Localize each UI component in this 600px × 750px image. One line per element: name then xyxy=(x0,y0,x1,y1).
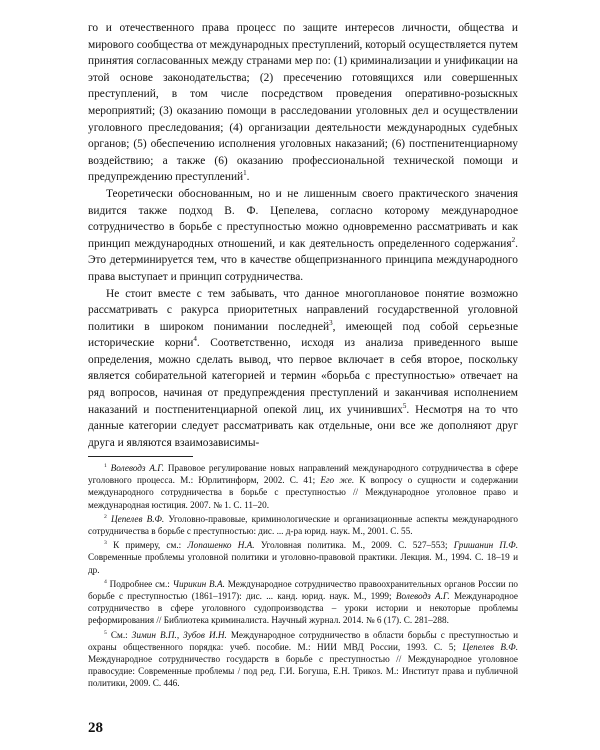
footnote-3 xyxy=(88,539,518,576)
footnote-5-text: Международное сотрудничество в области борьбы с преступностью и охраны общественного порядка: учеб. пособие. М.: НИИ МВД России, 1993. С. 5; xyxy=(88,629,518,652)
footnote-4-author: Чирикин В.А. xyxy=(172,578,225,589)
footnote-4-lead: Подробнее см.: xyxy=(106,578,173,589)
footnote-2-author: Цепелев В.Ф. xyxy=(110,513,165,524)
main-text xyxy=(88,20,518,451)
footnote-1-author-2: Его же. xyxy=(320,475,355,486)
footnote-ref-5: 5 xyxy=(402,401,407,410)
footnote-2 xyxy=(88,513,518,537)
footnote-5-number: 5 xyxy=(104,629,107,636)
footnote-ref-1: 1 xyxy=(243,169,247,178)
paragraph-1-text: го и отечественного права процесс по защите интересов личности, общества и мирового сообщества от международных преступлений, который осуществляется путем принятия согласованных между странами мер по: (1) криминализации и унификации на этой основе законодательства; (2) пресечению готовящихся или совершенных преступлений, в том числе посредством проведения оперативно-розыскных мероприятий; (3) оказанию помощи в расследовании уголовных дел и осуществлении уголовного преследования; (4) организации деятельности международных судебных органов; (5) обеспечению исполнения уголовных наказаний; (6) постпенитенциарному воздействию; а также (6) оказанию профессиональной технической помощи и предупреждению преступлений xyxy=(88,22,518,184)
footnote-5 xyxy=(88,629,518,690)
footnote-2-number: 2 xyxy=(104,513,107,520)
footnote-1-text-2: К вопросу о сущности и содержании международного сотрудничества в борьбе с преступностью // Международное уголовное право и международная юстиция. 2007. № 1. С. 11–20. xyxy=(88,475,518,510)
paragraph-1 xyxy=(88,20,518,186)
footnote-1 xyxy=(88,462,518,511)
footnote-4-number: 4 xyxy=(104,578,107,585)
footnote-3-lead: К примеру, см.: xyxy=(106,540,188,551)
footnote-4-text: Международное сотрудничество правоохранительных органов России по борьбе с преступностью (1861–1917): дис. ... канд. юрид. наук. М., 1999; xyxy=(88,578,518,602)
footnote-4 xyxy=(88,578,518,627)
paragraph-3-text-3: . Соответственно, исходя из анализа приведенного выше определения, можно сделать вывод, что первое включает в себя второе, поскольку является собирательной категорией и термин «борьба с преступностью» отвечает на ряд вопросов, начиная от предупреждения преступлений и заканчивая исполнением наказаний и постпенитенциарной опекой лиц, их учинивших xyxy=(88,337,518,416)
footnote-5-text-2: Международное сотрудничество государств в борьбе с преступностью // Международное уголовное правосудие: Современные проблемы / под ред. Г.И. Богуша, Е.Н. Трикоз. М.: Институт права и публичной политики, 2009. С. 446. xyxy=(88,654,518,689)
footnote-ref-3: 3 xyxy=(329,318,333,327)
footnote-3-text: Уголовная политика. М., 2009. С. 527–553; xyxy=(254,540,454,551)
footnote-4-author-2: Волеводз А.Г. xyxy=(395,591,450,602)
paragraph-3-text-4: . Несмотря на то что данные категории следует рассматривать как отдельные, они все же дополняют друг друга и являются взаимозависимы- xyxy=(88,403,518,449)
footnote-3-author-2: Гришанин П.Ф. xyxy=(453,540,518,551)
footnote-3-author: Лопашенко Н.А. xyxy=(187,540,255,551)
footnote-5-author-2: Цепелев В.Ф. xyxy=(462,641,518,652)
page-number: 28 xyxy=(88,720,103,736)
paragraph-2-text-end: . Это детерминируется тем, что в качестве общепризнанного принципа международного права выступает и принцип сотрудничества. xyxy=(88,237,518,283)
footnote-1-author: Волеводз А.Г. xyxy=(110,463,165,473)
paragraph-3 xyxy=(88,286,518,452)
footnote-3-number: 3 xyxy=(104,540,107,547)
paragraph-3-text: Не стоит вместе с тем забывать, что данное многоплановое понятие возможно рассматривать с ракурса приоритетных направлений государственной уголовной политики в широком понимании последней xyxy=(88,287,518,333)
footnote-5-author: Зимин В.П., Зубов И.Н. xyxy=(131,629,227,640)
footnote-1-text: Правовое регулирование новых направлений международного сотрудничества в сфере уголовного процесса. М.: Юрлитинформ, 2002. С. 41; xyxy=(88,463,518,486)
paragraph-2-text: Теоретически обоснованным, но и не лишенным своего практического значения видится также подход В. Ф. Цепелева, согласно которому международное сотрудничество в борьбе с преступностью можно одновременно рассматривать и как принцип международных отношений, и как деятельность определенного содержания xyxy=(88,187,518,250)
footnote-ref-2: 2 xyxy=(511,235,516,244)
footnote-1-number: 1 xyxy=(104,462,107,469)
footnote-divider xyxy=(88,456,193,457)
footnotes xyxy=(88,462,518,692)
footnote-ref-4: 4 xyxy=(193,335,197,344)
paragraph-2 xyxy=(88,186,518,286)
footnote-5-lead: См.: xyxy=(106,629,132,640)
paragraph-3-text-2: , имеющей под собой серьезные исторические корни xyxy=(88,320,518,350)
footnote-3-text-2: Современные проблемы уголовной политики и уголовно-правовой практики. Лекция. М., 1994. С. 18–19 и др. xyxy=(88,552,518,575)
paragraph-1-end: . xyxy=(246,171,250,184)
footnote-2-text: Уголовно-правовые, криминологические и организационные аспекты международного сотрудничества в борьбе с преступностью: дис. ... д-ра юрид. наук. М., 2001. С. 55. xyxy=(88,513,518,537)
footnote-4-text-2: Международное сотрудничество в сфере уголовного судопроизводства – уроки истории и некоторые проблемы реформирования // Библиотека криминалиста. Научный журнал. 2014. № 6 (17). С. 281–288. xyxy=(88,591,518,626)
